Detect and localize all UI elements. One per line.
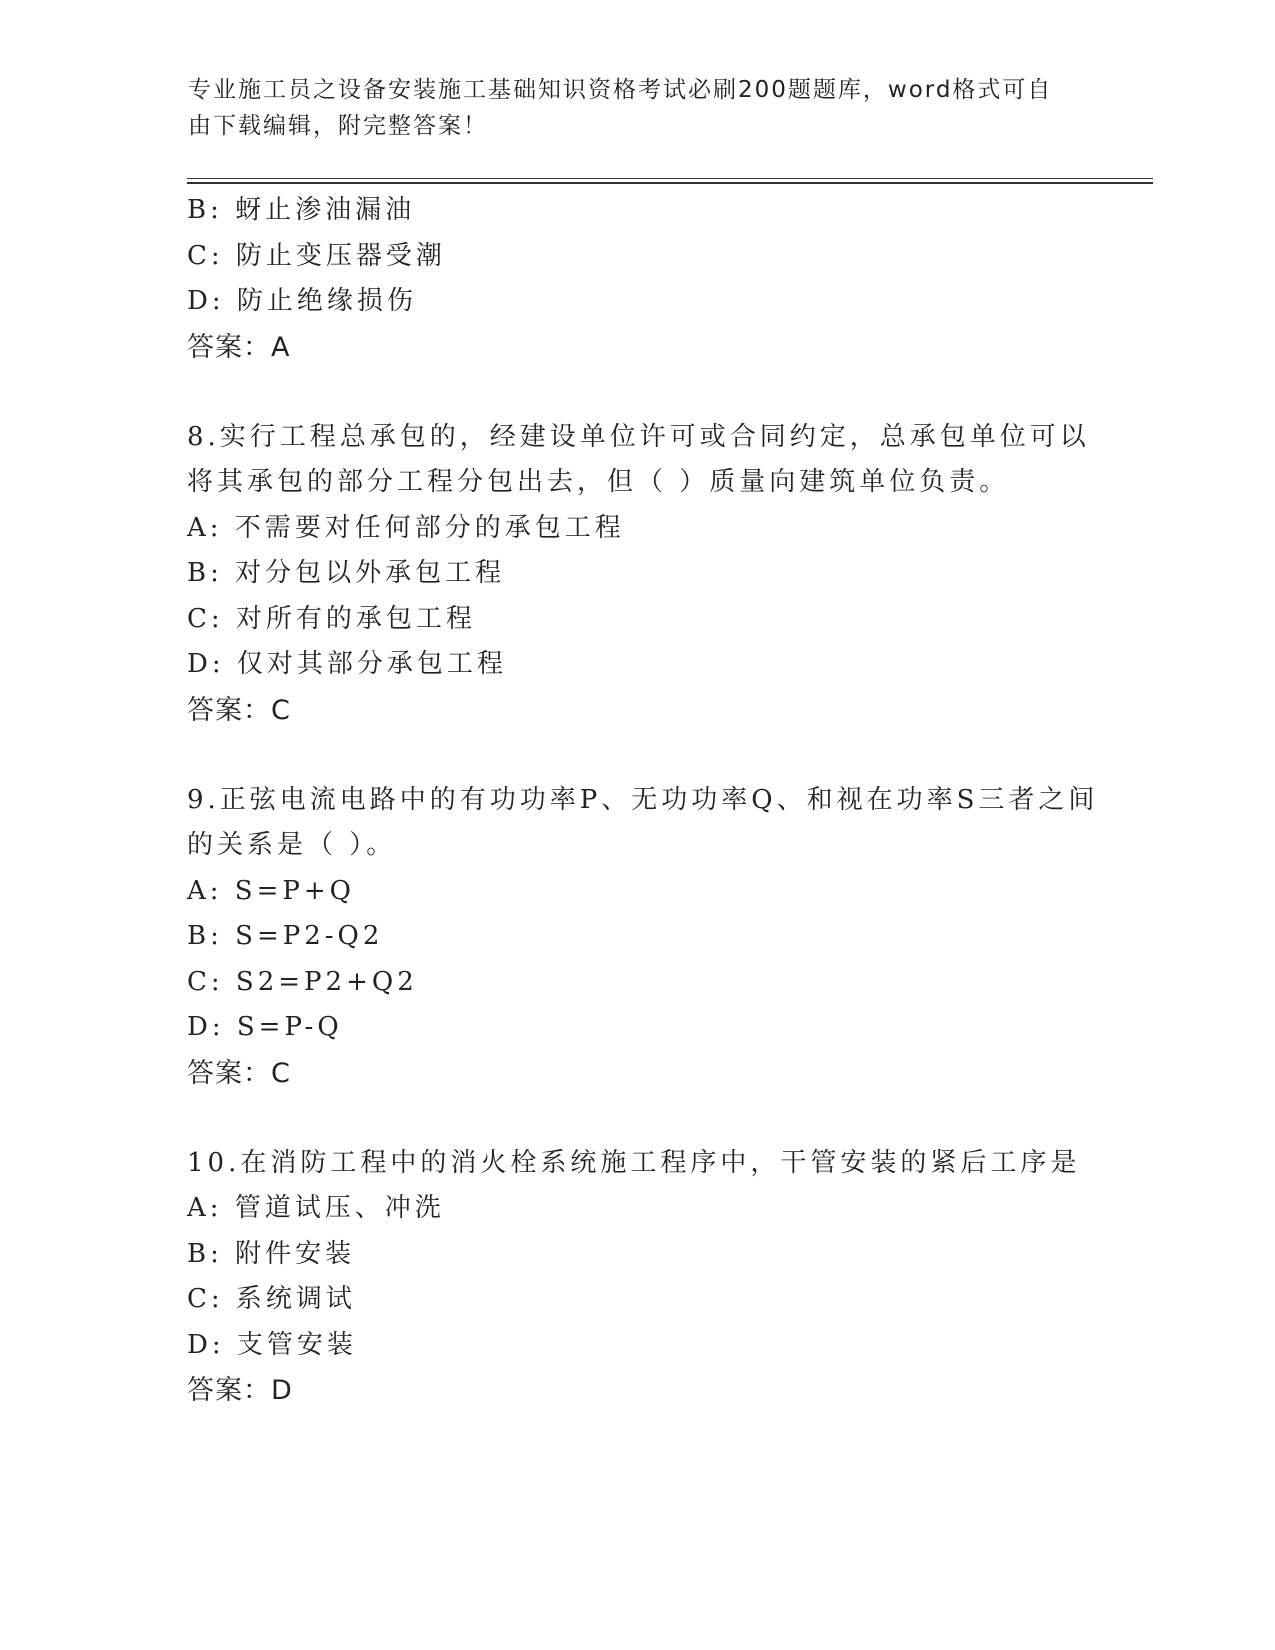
answer-line: 答案：A [187,331,291,363]
header-divider [187,178,1153,179]
question-stem: 的关系是（ ）。 [187,830,397,860]
option-c: C: S2=P2+Q2 [187,966,418,997]
question-stem: 8.实行工程总承包的，经建设单位许可或合同约定，总承包单位可以 [187,421,1090,452]
option-c: C: 防止变压器受潮 [187,240,446,271]
question-stem: 9.正弦电流电路中的有功功率P、无功功率Q、和视在功率S三者之间 [187,784,1099,815]
question-content [187,188,1099,1414]
document-header-title: 专业施工员之设备安装施工基础知识资格考试必刷200题题库，word格式可自由下载编辑，附完整答案！ [188,77,1053,139]
option-a: A: S=P+Q [187,875,355,906]
option-c: C: 对所有的承包工程 [187,603,476,634]
option-b: B: 对分包以外承包工程 [187,558,506,588]
answer-line: 答案：C [187,1057,291,1089]
option-a: A: 不需要对任何部分的承包工程 [187,512,625,543]
option-d: D: 防止绝缘损伤 [187,286,417,316]
option-d: D: 仅对其部分承包工程 [187,649,507,679]
header-divider-thick [187,182,1153,184]
option-d: D: 支管安装 [187,1329,357,1360]
option-d: D: S=P-Q [187,1012,343,1042]
question-stem: 将其承包的部分工程分包出去，但（ ）质量向建筑单位负责。 [187,467,1010,497]
question-stem: 10.在消防工程中的消火栓系统施工程序中，干管安装的紧后工序是 [187,1147,1081,1178]
question-block-9 [187,778,1099,1097]
option-b: B: 蚜止渗油漏油 [187,195,416,225]
question-block-10 [187,1141,1087,1415]
answer-line: 答案：D [187,1375,293,1406]
option-b: B: S=P2-Q2 [187,921,384,951]
question-block-prev [187,188,1087,371]
option-c: C: 系统调试 [187,1284,356,1314]
question-block-8 [187,415,1090,734]
option-b: B: 附件安装 [187,1238,356,1269]
option-a: A: 管道试压、冲洗 [187,1193,445,1223]
answer-line: 答案：C [187,694,291,726]
